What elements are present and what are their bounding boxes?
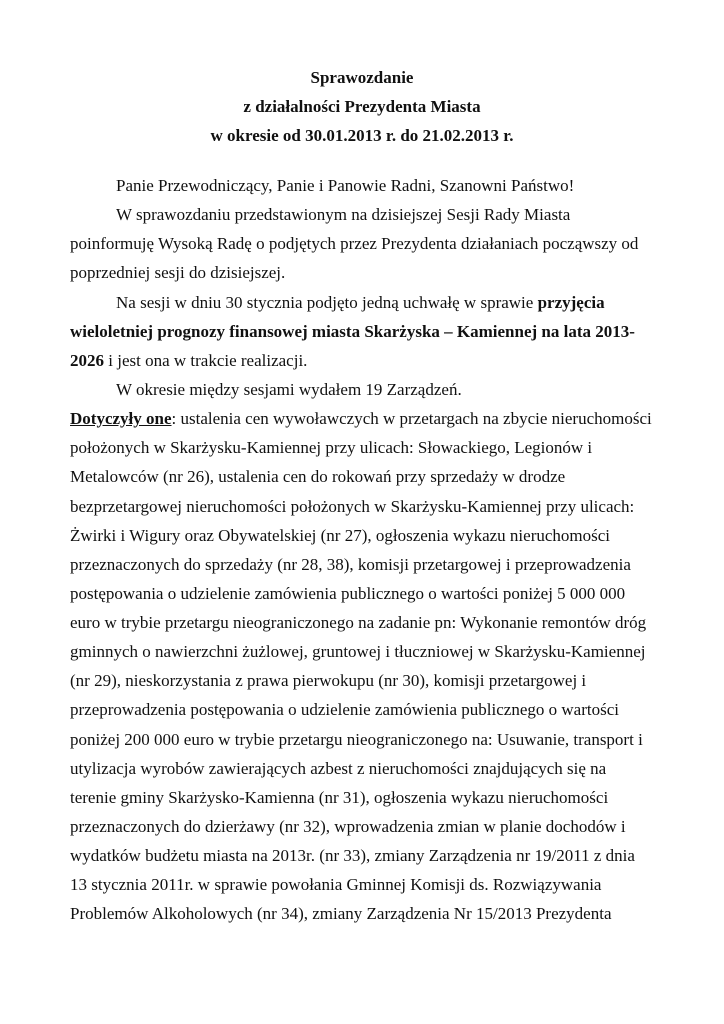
text-line: (nr 29), nieskorzystania z prawa pierwokupu (nr 30), komisji przetargowej i (70, 671, 587, 690)
text-line: terenie gminy Skarżysko-Kamienna (nr 31), ogłoszenia wykazu nieruchomości (70, 788, 609, 807)
text-line: położonych w Skarżysku-Kamiennej przy ulicach: Słowackiego, Legionów i (70, 438, 593, 457)
text-line: przeznaczonych do dzierżawy (nr 32), wprowadzenia zmian w planie dochodów i (70, 817, 626, 836)
text-line: 13 stycznia 2011r. w sprawie powołania Gminnej Komisji ds. Rozwiązywania (70, 875, 602, 894)
doc-subtitle: z działalności Prezydenta Miasta (243, 97, 481, 116)
text-line: utylizacja wyrobów zawierających azbest z nieruchomości znajdujących się na (70, 759, 607, 778)
text-line: wieloletniej prognozy finansowej miasta Skarżyska – Kamiennej na lata 2013- (70, 322, 635, 341)
text-line: Metalowców (nr 26), ustalenia cen do rokowań przy sprzedaży w drodze (70, 467, 566, 486)
doc-title: Sprawozdanie (310, 68, 414, 87)
text-line: poinformuję Wysoką Radę o podjętych przez Prezydenta działaniach począwszy od (70, 234, 639, 253)
text-line: bezprzetargowej nieruchomości położonych w Skarżysku-Kamiennej przy ulicach: (70, 497, 635, 516)
text-line: Na sesji w dniu 30 stycznia podjęto jedną uchwałę w sprawie przyjęcia (116, 293, 605, 312)
text-line: Problemów Alkoholowych (nr 34), zmiany Zarządzenia Nr 15/2013 Prezydenta (70, 904, 612, 923)
text-line: gminnych o nawierzchni żużlowej, gruntowej i tłuczniowej w Skarżysku-Kamiennej (70, 642, 646, 661)
text-line: postępowania o udzielenie zamówienia publicznego o wartości poniżej 5 000 000 (70, 584, 626, 603)
text-line: W sprawozdaniu przedstawionym na dzisiejszej Sesji Rady Miasta (116, 205, 571, 224)
text-line: W okresie między sesjami wydałem 19 Zarządzeń. (116, 380, 462, 399)
text-line: poniżej 200 000 euro w trybie przetargu nieograniczonego na: Usuwanie, transport i (70, 730, 643, 749)
doc-period: w okresie od 30.01.2013 r. do 21.02.2013 r. (210, 126, 514, 145)
text-line: euro w trybie przetargu nieograniczonego na zadanie pn: Wykonanie remontów dróg (70, 613, 647, 632)
text-line: 2026 i jest ona w trakcie realizacji. (70, 351, 308, 370)
text-line: wydatków budżetu miasta na 2013r. (nr 33), zmiany Zarządzenia nr 19/2011 z dnia (70, 846, 635, 865)
greeting-line: Panie Przewodniczący, Panie i Panowie Radni, Szanowni Państwo! (116, 176, 575, 195)
text-line: przeznaczonych do sprzedaży (nr 28, 38), komisji przetargowej i przeprowadzenia (70, 555, 631, 574)
text-line: Dotyczyły one: ustalenia cen wywoławczych w przetargach na zbycie nieruchomości (70, 409, 652, 428)
text-line: Żwirki i Wigury oraz Obywatelskiej (nr 27), ogłoszenia wykazu nieruchomości (70, 526, 611, 545)
text-line: poprzedniej sesji do dzisiejszej. (70, 263, 286, 282)
text-line: przeprowadzenia postępowania o udzielenie zamówienia publicznego o wartości (70, 700, 619, 719)
